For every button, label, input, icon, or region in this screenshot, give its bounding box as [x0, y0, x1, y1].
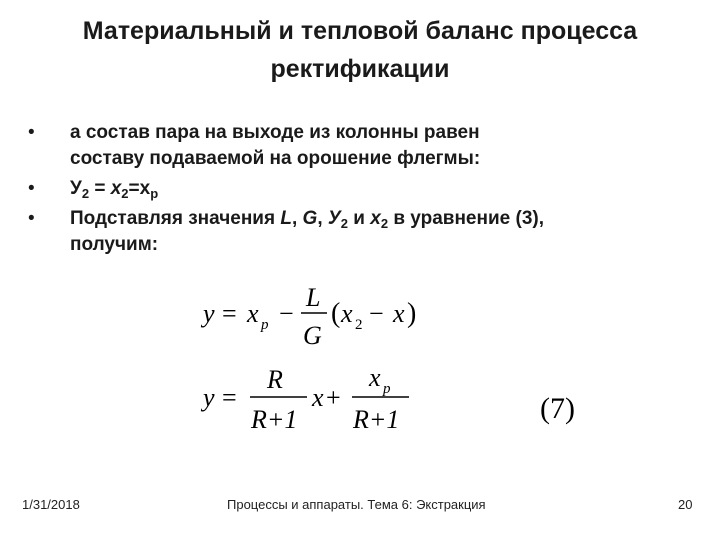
footer-date: 1/31/2018 — [22, 497, 80, 512]
formula-2-label: (7) — [540, 392, 575, 425]
bullet-3-x: x — [370, 208, 381, 229]
bullet-marker: • — [28, 122, 35, 143]
formula-1 — [195, 282, 435, 352]
formula-1-minus2: − — [369, 299, 384, 328]
formula-1-eq: = — [222, 299, 237, 328]
formula-2-eq: = — [222, 383, 237, 412]
bullet-3-comma2: , — [317, 208, 328, 229]
formula-1-x-sub: p — [261, 317, 269, 333]
bullet-item-1 — [28, 120, 698, 172]
formula-2-lhs: y — [203, 383, 215, 412]
bullet-marker: • — [28, 208, 35, 229]
formula-1-minus: − — [279, 299, 294, 328]
title-line-1: Материальный и тепловой баланс процесса — [82, 17, 638, 45]
bullet-3-and: и — [347, 208, 371, 229]
formula-1-den: G — [303, 321, 322, 350]
formula-2-x: x — [312, 383, 324, 412]
bullet-3-suffix: в уравнение (3), — [388, 208, 544, 229]
title-line-2: ректификации — [270, 55, 450, 83]
bullet-2-y: У — [70, 178, 82, 199]
formula-2-num2: x — [369, 363, 381, 392]
formula-1-lhs: y — [203, 299, 215, 328]
formula-2 — [195, 362, 595, 442]
footer-page-number: 20 — [678, 497, 693, 512]
bullet-1-line-1: а состав пара на выходе из колонны равен — [70, 122, 480, 143]
formula-2-num2-sub: p — [383, 381, 391, 397]
formula-2-den1: R+1 — [251, 405, 298, 434]
bullet-2-eq2: =x — [128, 178, 151, 199]
footer-center: Процессы и аппараты. Тема 6: Экстракция — [227, 497, 486, 512]
bullet-2-y-sub: 2 — [81, 186, 90, 201]
bullet-3-y: У — [327, 208, 341, 229]
bullet-2-p-sub: p — [150, 186, 159, 201]
bullet-1-line-2: составу подаваемой на орошение флегмы: — [70, 148, 481, 169]
formula-1-num: L — [306, 283, 321, 312]
bullet-3-L: L — [280, 208, 292, 229]
formula-1-x: x — [247, 299, 259, 328]
bullet-item-3 — [28, 206, 698, 258]
bullet-3-prefix: Подставляя значения — [70, 208, 281, 229]
formula-1-x2-sub: 2 — [355, 317, 363, 333]
bullet-3-y-sub: 2 — [340, 216, 348, 231]
bullet-2-x: x — [110, 178, 122, 199]
slide-title — [0, 12, 720, 88]
bullet-3-comma1: , — [291, 208, 303, 229]
formula-2-plus: + — [326, 383, 341, 412]
bullet-marker: • — [28, 178, 35, 199]
formula-1-x2: x — [341, 299, 353, 328]
bullet-2-x-sub: 2 — [121, 186, 129, 201]
formula-2-den2: R+1 — [353, 405, 400, 434]
bullet-3-line-2: получим: — [70, 234, 159, 255]
bullet-item-2 — [28, 176, 698, 202]
formula-1-x3: x — [393, 299, 405, 328]
bullet-3-x-sub: 2 — [380, 216, 389, 231]
bullet-list — [28, 120, 698, 262]
bullet-3-G: G — [302, 208, 318, 229]
bullet-3-line-1 — [70, 206, 698, 232]
formula-1-paren-close: ) — [407, 298, 417, 329]
formula-2-num1: R — [267, 365, 283, 394]
formula-1-paren-open: ( — [331, 298, 341, 329]
bullet-2-eq1: = — [89, 178, 111, 199]
